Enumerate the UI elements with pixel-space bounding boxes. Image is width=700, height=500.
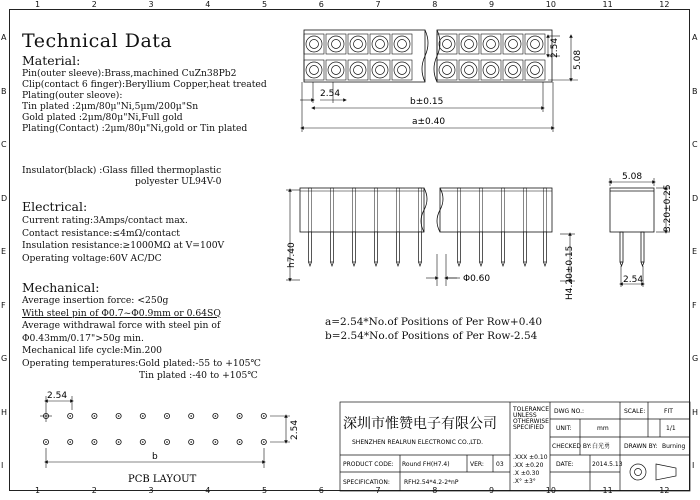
pcb-hole-center bbox=[94, 415, 96, 417]
pcb-hole-center bbox=[263, 415, 265, 417]
pcb-hole-center bbox=[94, 441, 96, 443]
ruler-column-label: 5 bbox=[262, 486, 268, 495]
pcb-hole-center bbox=[166, 415, 168, 417]
pcb-hole-center bbox=[142, 441, 144, 443]
tolerance-text: OTHERWISE bbox=[513, 418, 549, 425]
pin bbox=[331, 232, 334, 262]
pcb-hole-center bbox=[239, 441, 241, 443]
scale-value: FIT bbox=[664, 408, 673, 415]
product-code: Round FH(H7.4) bbox=[402, 461, 450, 468]
pcb-hole-center bbox=[69, 415, 71, 417]
pin bbox=[524, 232, 527, 262]
pcb-row: 2.54 bbox=[290, 419, 300, 440]
dim-h: h7.40 bbox=[287, 242, 297, 268]
unit-value: mm bbox=[597, 425, 609, 432]
pin bbox=[353, 232, 356, 262]
tolerance-text: TOLERANCE bbox=[513, 406, 550, 413]
ruler-column-label: 7 bbox=[375, 0, 381, 9]
ruler-row-label: G bbox=[692, 354, 699, 363]
pin bbox=[309, 232, 312, 262]
pcb-hole-center bbox=[69, 441, 71, 443]
front-body-left bbox=[300, 188, 424, 232]
front-body-right bbox=[440, 188, 552, 232]
ruler-column-label: 5 bbox=[262, 0, 268, 9]
ruler-column-label: 6 bbox=[318, 486, 324, 495]
pin-tip bbox=[331, 262, 334, 266]
pin bbox=[458, 232, 461, 262]
tolerance-row: .X ±0.30 bbox=[513, 470, 540, 477]
date-value: 2014.5.13 bbox=[592, 461, 623, 468]
scale-label: SCALE: bbox=[624, 408, 646, 415]
mechanical-line: Operating temperatures:Gold plated:-55 to +105℃ bbox=[22, 357, 261, 369]
dim-pin-len: H4.20±0.15 bbox=[565, 245, 575, 300]
tolerance-block bbox=[512, 406, 549, 485]
ruler-column-label: 9 bbox=[489, 486, 495, 495]
material-line: Clip(contact 6 finger):Beryllium Copper,heat treated bbox=[22, 79, 267, 90]
dim-b: b±0.15 bbox=[410, 97, 444, 107]
pin-tip bbox=[544, 262, 547, 266]
checked-value: 白光勇 bbox=[592, 443, 611, 450]
mechanical-heading: Mechanical: bbox=[22, 280, 100, 295]
pcb-hole-center bbox=[190, 415, 192, 417]
ruler-row-label: D bbox=[692, 193, 699, 203]
pcb-hole-center bbox=[166, 441, 168, 443]
electrical-line: Insulation resistance:≥1000MΩ at V=100V bbox=[22, 240, 225, 251]
ver-label: VER: bbox=[470, 461, 484, 468]
ruler-column-label: 7 bbox=[375, 486, 381, 495]
ruler-row-label: B bbox=[1, 86, 7, 96]
ruler-column-label: 9 bbox=[489, 0, 495, 9]
ruler-column-label: 1 bbox=[35, 0, 41, 9]
ruler-column-label: 6 bbox=[318, 0, 324, 9]
top-view bbox=[304, 30, 552, 82]
pcb-hole-center bbox=[118, 415, 120, 417]
pin-tip bbox=[397, 262, 400, 266]
ruler-column-label: 11 bbox=[602, 486, 613, 495]
ruler-column-label: 4 bbox=[205, 0, 211, 9]
tolerance-row: .XX ±0.20 bbox=[513, 462, 544, 469]
dim-pitch-v: 2.54 bbox=[550, 37, 560, 58]
material-heading: Material: bbox=[22, 53, 81, 68]
material-line: Pin(outer sleeve):Brass,machined CuZn38Pb2 bbox=[22, 68, 237, 79]
ruler-row-label: B bbox=[692, 86, 698, 96]
unit-label: UNIT: bbox=[556, 425, 572, 432]
pin-tip bbox=[480, 262, 483, 266]
ruler-row-label: F bbox=[692, 300, 697, 310]
pcb-hole-center bbox=[215, 415, 217, 417]
pin-tip bbox=[419, 262, 422, 266]
dim-a: a±0.40 bbox=[412, 117, 446, 127]
pcb-hole-center bbox=[142, 415, 144, 417]
dim-row-h: 5.08 bbox=[573, 49, 583, 70]
ruler-row-label: H bbox=[692, 407, 699, 417]
checked-label: CHECKED BY: bbox=[552, 443, 592, 450]
pin-tip bbox=[375, 262, 378, 266]
pcb-hole-center bbox=[215, 441, 217, 443]
drawn-value: Burning bbox=[662, 443, 686, 450]
product-code-label: PRODUCT CODE: bbox=[343, 461, 394, 468]
sheet-value: 1/1 bbox=[666, 425, 676, 432]
tolerance-row: .XXX ±0.10 bbox=[513, 454, 548, 461]
side-view bbox=[610, 188, 654, 266]
pcb-hole-center bbox=[190, 441, 192, 443]
pin bbox=[544, 232, 547, 262]
ruler-column-label: 12 bbox=[659, 486, 670, 495]
ruler-column-label: 10 bbox=[545, 486, 556, 495]
ruler-column-label: 4 bbox=[205, 486, 211, 495]
electrical-heading: Electrical: bbox=[22, 199, 88, 214]
tolerance-text: UNLESS bbox=[513, 412, 537, 419]
pcb-b: b bbox=[152, 452, 158, 462]
pin-tip bbox=[458, 262, 461, 266]
ruler-column-label: 2 bbox=[91, 486, 97, 495]
formula-a: a=2.54*No.of Positions of Per Row+0.40 bbox=[325, 316, 543, 328]
pin bbox=[419, 232, 422, 262]
pcb-dimensions bbox=[46, 396, 290, 468]
pcb-pitch: 2.54 bbox=[47, 391, 68, 401]
ruler-row-label: E bbox=[692, 247, 698, 256]
drawn-label: DRAWN BY: bbox=[624, 443, 658, 450]
pin-tip bbox=[309, 262, 312, 266]
dim-side-h: 3.20±0.25 bbox=[663, 184, 673, 232]
mechanical-line: Mechanical life cycle:Min.200 bbox=[22, 345, 163, 356]
pin bbox=[480, 232, 483, 262]
ruler-column-label: 11 bbox=[602, 0, 613, 9]
ruler-column-label: 2 bbox=[91, 0, 97, 9]
front-view bbox=[300, 188, 552, 266]
dim-side-w: 5.08 bbox=[622, 172, 643, 182]
tolerance-row: .X° ±3° bbox=[513, 478, 536, 485]
mechanical-line: Average insertion force: <250g bbox=[22, 295, 169, 306]
mechanical-line: With steel pin of Φ0.7~Φ0.9mm or 0.64SQ bbox=[22, 307, 221, 319]
formula-b: b=2.54*No.of Positions of Per Row-2.54 bbox=[325, 330, 538, 342]
mechanical-line: Tin plated :-40 to +105℃ bbox=[139, 370, 258, 381]
ruler-row-label: C bbox=[692, 140, 698, 149]
company-name-cn: 深圳市惟赞电子有限公司 bbox=[343, 416, 497, 432]
date-label: DATE: bbox=[556, 461, 574, 468]
electrical-line: Current rating:3Amps/contact max. bbox=[22, 215, 188, 226]
ruler-row-label: D bbox=[1, 193, 8, 203]
pcb-hole-center bbox=[118, 441, 120, 443]
ruler-column-label: 3 bbox=[148, 486, 154, 495]
pcb-hole-center bbox=[239, 415, 241, 417]
ruler-row-label: C bbox=[1, 140, 7, 149]
ruler-column-label: 8 bbox=[432, 486, 438, 495]
dim-side-pitch: 2.54 bbox=[623, 275, 644, 285]
ver-value: 03 bbox=[496, 461, 504, 468]
dim-pitch-top: 2.54 bbox=[320, 89, 341, 99]
pin bbox=[502, 232, 505, 262]
pin-tip bbox=[524, 262, 527, 266]
pcb-layout bbox=[40, 410, 266, 445]
ruler-row-label: F bbox=[1, 300, 6, 310]
material-line: Plating(Contact) :2μm/80μ"Ni,gold or Tin plated bbox=[22, 123, 248, 134]
material-line: Plating(outer sleove): bbox=[22, 90, 123, 101]
mechanical-line: Φ0.43mm/0.17">50g min. bbox=[22, 332, 144, 344]
dwg-no-label: DWG NO.: bbox=[554, 408, 585, 415]
ruler-column-label: 10 bbox=[545, 0, 556, 9]
ruler-row-label: G bbox=[1, 354, 8, 363]
mechanical-line: Average withdrawal force with steel pin of bbox=[22, 320, 221, 331]
pcb-hole-center bbox=[263, 441, 265, 443]
pcb-hole-center bbox=[45, 441, 47, 443]
ruler-column-label: 12 bbox=[659, 0, 670, 9]
ruler-row-label: I bbox=[692, 461, 695, 470]
material-line: Gold plated :2μm/80μ"Ni,Full gold bbox=[22, 112, 183, 123]
electrical-line: Contact resistance:≤4mΩ/contact bbox=[22, 227, 180, 239]
insulator-line: Insulator(black) :Glass filled thermoplastic bbox=[22, 165, 222, 176]
insulator-line: polyester UL94V-0 bbox=[135, 176, 222, 187]
tolerance-text: SPECIFIED bbox=[513, 424, 544, 431]
electrical-line: Operating voltage:60V AC/DC bbox=[22, 252, 162, 264]
ruler-column-label: 3 bbox=[148, 0, 154, 9]
ruler-row-label: I bbox=[1, 461, 4, 470]
pcb-layout-label: PCB LAYOUT bbox=[128, 474, 197, 485]
ruler-row-label: H bbox=[1, 407, 8, 417]
pin bbox=[397, 232, 400, 262]
spec-label: SPECIFICATION: bbox=[343, 479, 390, 486]
ruler-row-label: A bbox=[1, 33, 7, 42]
material-line: Tin plated :2μm/80μ"Ni,5μm/200μ"Sn bbox=[22, 101, 199, 112]
pin-tip bbox=[353, 262, 356, 266]
company-name-en: SHENZHEN REALRUN ELECTRONIC CO.,LTD. bbox=[352, 439, 483, 446]
pin-tip bbox=[502, 262, 505, 266]
dim-pin-d: Φ0.60 bbox=[463, 274, 491, 284]
ruler-row-label: A bbox=[692, 33, 698, 42]
page-title: Technical Data bbox=[22, 30, 173, 52]
ruler-column-label: 1 bbox=[35, 486, 41, 495]
spec-value: RFH2.54*4.2-2*nP bbox=[404, 479, 459, 486]
pin bbox=[375, 232, 378, 262]
ruler-row-label: E bbox=[1, 247, 7, 256]
ruler-column-label: 8 bbox=[432, 0, 438, 9]
